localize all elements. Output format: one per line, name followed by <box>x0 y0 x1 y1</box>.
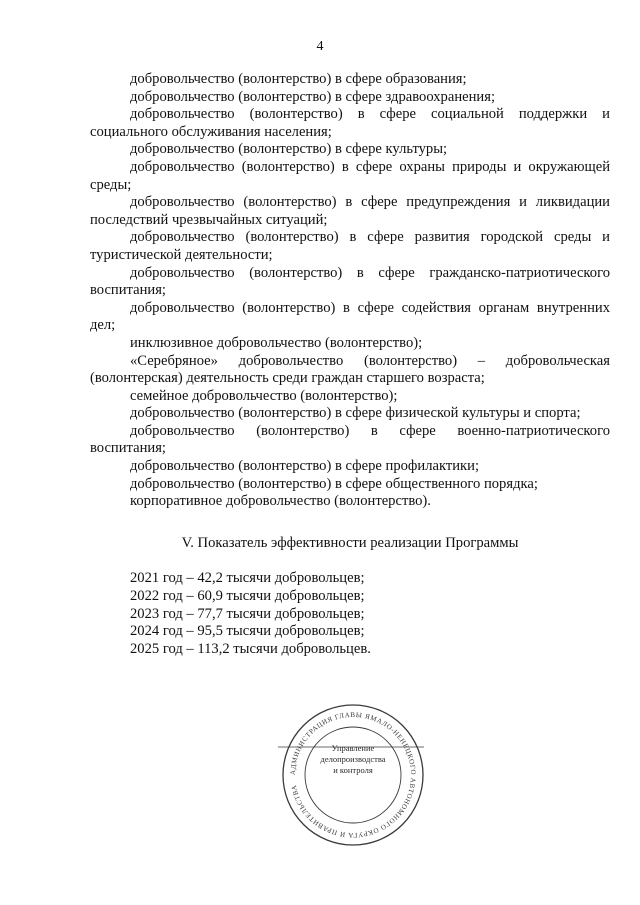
list-item: добровольчество (волонтерство) в сфере культуры; <box>130 141 448 158</box>
stamp-line: и контроля <box>333 765 373 775</box>
section-title: V. Показатель эффективности реализации Программы <box>181 534 519 551</box>
list-item: добровольчество (волонтерство) в сфере образования; <box>130 71 467 87</box>
stat-line: 2025 год – 113,2 тысячи добровольцев. <box>130 640 371 657</box>
list-item: добровольчество (волонтерство) в сфере профилактики; <box>130 458 480 475</box>
svg-text:АДМИНИСТРАЦИЯ ГЛАВЫ ЯМАЛО-НЕНЕ: АДМИНИСТРАЦИЯ ГЛАВЫ ЯМАЛО-НЕНЕЦКОГО АВТОНОМНОГО ОКРУГА И ПРАВИТЕЛЬСТВА <box>288 710 418 840</box>
list-item: добровольчество (волонтерство) в сфере социальной поддержки и социального обслуживания населения; <box>90 106 610 140</box>
page-number: 4 <box>316 39 324 54</box>
list-item: добровольчество (волонтерство) в сфере общественного порядка; <box>130 475 538 492</box>
list-item: добровольчество (волонтерство) в сфере предупреждения и ликвидации последствий чрезвычайных ситуаций; <box>90 194 610 228</box>
list-item: инклюзивное добровольчество (волонтерство); <box>130 334 423 351</box>
list-item: семейное добровольчество (волонтерство); <box>130 387 398 404</box>
list-item: добровольчество (волонтерство) в сфере гражданско-патриотического воспитания; <box>90 264 610 299</box>
stamp-line: Управление <box>331 743 375 753</box>
list-item: добровольчество (волонтерство) в сфере военно-патриотического воспитания; <box>90 422 610 457</box>
list-item: добровольчество (волонтерство) в сфере развития городской среды и туристической деятельности; <box>90 229 610 263</box>
stat-line: 2022 год – 60,9 тысячи добровольцев; <box>130 588 365 605</box>
stat-line: 2024 год – 95,5 тысячи добровольцев; <box>130 623 365 640</box>
document-body <box>90 71 610 658</box>
stamp-inner-text <box>306 743 400 776</box>
stat-line: 2023 год – 77,7 тысячи добровольцев; <box>130 605 365 622</box>
stamp-line: делопроизводства <box>320 754 386 764</box>
list-item: добровольчество (волонтерство) в сфере здравоохранения; <box>130 88 495 105</box>
list-item: добровольчество (волонтерство) в сфере содействия органам внутренних дел; <box>90 299 610 334</box>
list-item: добровольчество (волонтерство) в сфере физической культуры и спорта; <box>130 405 581 422</box>
list-item: добровольчество (волонтерство) в сфере охраны природы и окружающей среды; <box>90 158 610 193</box>
official-stamp <box>278 700 428 850</box>
list-item: «Серебряное» добровольчество (волонтерство) – добровольческая (волонтерская) деятельность среди граждан старшего возраста; <box>90 352 610 387</box>
stat-line: 2021 год – 42,2 тысячи добровольцев; <box>130 570 365 587</box>
list-item: корпоративное добровольчество (волонтерство). <box>130 493 431 510</box>
